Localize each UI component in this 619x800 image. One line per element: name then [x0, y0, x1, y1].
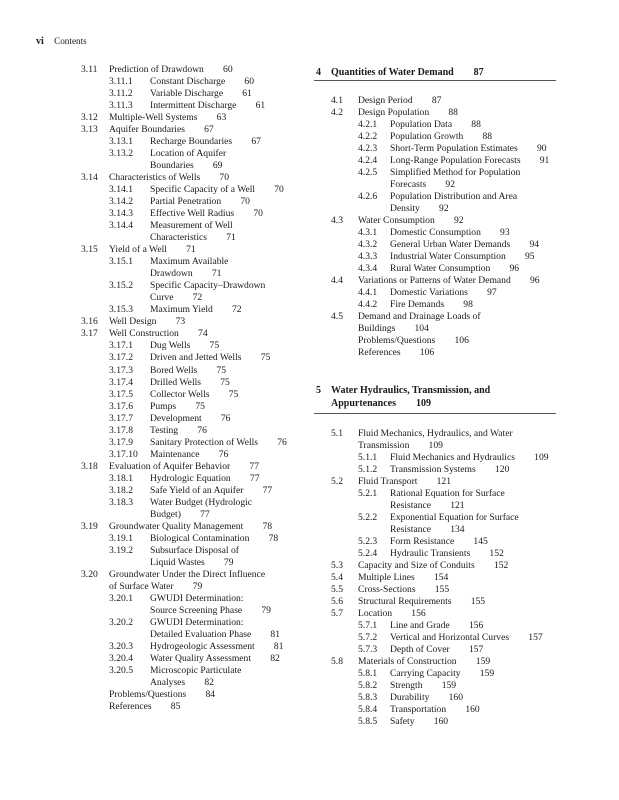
toc-entry-title: Population Growth 88 — [390, 131, 493, 143]
toc-entry-number: 3.17.2 — [109, 352, 133, 364]
toc-entry-number: 5.4 — [331, 572, 343, 584]
toc-entry-title: Industrial Water Consumption 95 — [390, 251, 535, 263]
toc-entry[interactable] — [358, 335, 469, 347]
toc-entry-title: Dug Wells 75 — [150, 340, 220, 352]
toc-entry-title: Location 156 — [358, 608, 426, 620]
toc-entry-number: 5.7.2 — [358, 632, 378, 644]
toc-entry[interactable] — [109, 88, 252, 100]
toc-entry[interactable] — [109, 616, 244, 629]
toc-entry[interactable] — [109, 701, 180, 713]
toc-entry[interactable] — [358, 191, 518, 203]
toc-entry-title: Transportation 160 — [390, 704, 480, 716]
toc-entry-number: 3.15 — [81, 244, 98, 256]
toc-entry-number: 3.20.4 — [109, 652, 133, 664]
toc-entry[interactable] — [358, 323, 429, 335]
toc-entry-number: 3.13 — [81, 124, 98, 136]
toc-entry-title: Source Screening Phase 79 — [150, 604, 271, 616]
toc-entry-number: 4.1 — [331, 95, 343, 106]
toc-entry[interactable] — [109, 100, 266, 112]
toc-entry-number: 3.18.2 — [109, 484, 133, 496]
toc-entry[interactable] — [358, 287, 497, 299]
toc-entry-title: Liquid Wastes 79 — [150, 556, 234, 568]
toc-entry-number: 3.14.1 — [109, 184, 133, 196]
toc-entry-title: Population Data 88 — [390, 119, 481, 131]
toc-entry-title: Hydrogeologic Assessment 81 — [150, 640, 284, 652]
toc-entry-title: Intermittent Discharge 61 — [150, 100, 266, 112]
toc-entry-title: Capacity and Size of Conduits 152 — [358, 560, 509, 572]
toc-entry[interactable] — [358, 155, 550, 167]
toc-entry[interactable] — [358, 632, 543, 644]
toc-entry-number: 5.5 — [331, 584, 343, 596]
toc-entry-title: Microscopic Particulate — [150, 665, 242, 676]
toc-entry-title: Carrying Capacity 159 — [390, 668, 495, 680]
toc-entry-number: 3.12 — [81, 112, 98, 124]
toc-entry-number: 3.17.1 — [109, 340, 133, 352]
toc-entry[interactable] — [81, 520, 273, 533]
toc-entry-title: Multiple-Well Systems 63 — [109, 112, 227, 124]
toc-entry[interactable] — [358, 464, 510, 476]
toc-entry-number: 4.2.2 — [358, 131, 378, 143]
toc-entry-title: Multiple Lines 154 — [358, 572, 449, 584]
toc-entry[interactable] — [109, 544, 239, 557]
toc-entry-number: 3.17.4 — [109, 376, 133, 388]
toc-entry[interactable] — [109, 364, 227, 377]
toc-entry-number: 5.1.2 — [358, 464, 378, 476]
toc-entry-title: Specific Capacity–Drawdown — [150, 280, 266, 292]
chapter-4-number: 4 — [316, 67, 321, 78]
toc-entry-title: Maximum Yield 72 — [150, 304, 242, 316]
toc-entry-number: 5.2 — [331, 476, 343, 488]
toc-entry[interactable] — [331, 275, 540, 287]
toc-entry[interactable] — [390, 500, 465, 512]
toc-entry-title: Sanitary Protection of Wells 76 — [150, 436, 287, 448]
toc-entry[interactable] — [331, 596, 486, 608]
toc-entry[interactable] — [109, 388, 239, 401]
toc-entry-title: of Surface Water 79 — [109, 580, 203, 592]
toc-entry-number: 5.8.3 — [358, 692, 378, 704]
toc-entry[interactable] — [109, 400, 205, 413]
running-header — [36, 36, 87, 47]
toc-entry[interactable] — [358, 548, 504, 560]
toc-entry-number: 5.2.3 — [358, 536, 378, 548]
toc-entry-number: 3.18.3 — [109, 496, 133, 508]
toc-entry[interactable] — [109, 208, 263, 220]
toc-entry-number: 4.2.3 — [358, 143, 378, 155]
toc-entry-number: 5.2.1 — [358, 488, 378, 500]
toc-entry[interactable] — [390, 179, 455, 191]
toc-entry-number: 3.11.1 — [109, 76, 133, 88]
chapter-5-rule — [314, 413, 556, 414]
toc-entry[interactable] — [81, 112, 227, 124]
toc-entry-title: Hydrologic Equation 77 — [150, 472, 260, 484]
toc-entry-title: General Urban Water Demands 94 — [390, 239, 540, 251]
toc-entry-number: 3.11.3 — [109, 100, 133, 112]
toc-entry[interactable] — [358, 512, 519, 524]
toc-entry[interactable] — [390, 203, 449, 215]
toc-entry-number: 3.20.3 — [109, 640, 133, 652]
toc-entry-number: 3.16 — [81, 316, 98, 328]
toc-entry[interactable] — [331, 428, 513, 440]
toc-entry[interactable] — [109, 581, 202, 593]
toc-entry-title: Fluid Transport 121 — [358, 476, 452, 488]
toc-entry-number: 4.2.4 — [358, 155, 378, 167]
toc-entry-title: Water Consumption 92 — [358, 215, 464, 227]
toc-entry[interactable] — [109, 424, 207, 437]
toc-entry-title: Problems/Questions 84 — [109, 689, 216, 701]
chapter-5-number: 5 — [316, 385, 321, 396]
toc-entry[interactable] — [109, 340, 220, 352]
toc-entry[interactable] — [109, 148, 227, 160]
toc-entry-number: 3.17.7 — [109, 412, 133, 424]
toc-entry-title: Prediction of Drawdown 60 — [109, 64, 233, 75]
chapter-5-title-line2: Appurtenances 109 — [331, 398, 432, 409]
toc-entry[interactable] — [81, 316, 186, 328]
toc-entry[interactable] — [109, 532, 279, 545]
toc-entry-title: Durability 160 — [390, 692, 464, 704]
toc-entry[interactable] — [331, 572, 449, 584]
toc-entry-title: Analyses 82 — [150, 677, 214, 689]
toc-entry-title: Density 92 — [390, 203, 449, 215]
toc-entry-number: 5.7.3 — [358, 644, 378, 656]
toc-entry-title: Boundaries 69 — [150, 160, 223, 172]
toc-entry[interactable] — [390, 524, 465, 536]
toc-entry-number: 3.17.6 — [109, 400, 133, 412]
toc-entry[interactable] — [109, 412, 231, 425]
toc-entry[interactable] — [358, 251, 535, 263]
toc-entry-title: Variations or Patterns of Water Demand 96 — [358, 275, 540, 287]
toc-entry-title: Maintenance 76 — [150, 448, 229, 460]
toc-entry-number: 5.8.4 — [358, 704, 378, 716]
toc-entry-title: Drawdown 71 — [150, 268, 222, 280]
toc-entry-number: 3.17.5 — [109, 388, 133, 400]
toc-entry[interactable] — [109, 304, 242, 316]
toc-entry-title: Long-Range Population Forecasts 91 — [390, 155, 550, 167]
toc-entry-number: 4.4.2 — [358, 299, 378, 311]
toc-entry[interactable] — [358, 536, 488, 548]
toc-entry-number: 4.3 — [331, 215, 343, 227]
toc-entry[interactable] — [358, 347, 434, 359]
toc-entry-number: 3.20.1 — [109, 592, 133, 604]
toc-entry[interactable] — [150, 509, 210, 521]
toc-entry-number: 4.2.5 — [358, 167, 378, 179]
toc-entry-number: 5.2.4 — [358, 548, 378, 560]
toc-entry[interactable] — [109, 484, 273, 497]
toc-entry-number: 4.2 — [331, 107, 343, 119]
toc-entry[interactable] — [358, 716, 449, 728]
toc-entry[interactable] — [150, 629, 280, 641]
toc-entry[interactable] — [358, 692, 464, 704]
toc-entry-title: Domestic Variations 97 — [390, 287, 497, 299]
toc-entry-title: Recharge Boundaries 67 — [150, 136, 261, 148]
toc-entry[interactable] — [331, 107, 458, 119]
toc-entry-number: 4.4.1 — [358, 287, 378, 299]
toc-entry[interactable] — [81, 244, 196, 256]
toc-entry-title: Vertical and Horizontal Curves 157 — [390, 632, 543, 644]
toc-entry-title: Rural Water Consumption 96 — [390, 263, 520, 275]
toc-entry-title: Well Design 73 — [109, 316, 186, 328]
toc-entry-number: 3.20 — [81, 568, 98, 580]
toc-entry-title: Fluid Mechanics and Hydraulics 109 — [390, 452, 549, 464]
toc-entry-number: 5.7 — [331, 608, 343, 620]
toc-entry[interactable] — [150, 292, 202, 304]
toc-entry-title: Transmission Systems 120 — [390, 464, 510, 476]
toc-entry-title: References 85 — [109, 701, 181, 713]
toc-entry-title: Evaluation of Aquifer Behavior 77 — [109, 460, 260, 472]
toc-entry[interactable] — [109, 352, 271, 364]
toc-entry-title: Driven and Jetted Wells 75 — [150, 352, 271, 364]
toc-entry-title: Materials of Construction 159 — [358, 656, 491, 668]
toc-entry-title: Partial Penetration 70 — [150, 196, 250, 208]
toc-entry-number: 4.3.3 — [358, 251, 378, 263]
toc-entry[interactable] — [150, 268, 221, 280]
toc-entry-number: 5.7.1 — [358, 620, 378, 632]
toc-entry-title: Buildings 104 — [358, 323, 429, 335]
toc-entry-title: Characteristics of Wells 70 — [109, 172, 230, 184]
toc-entry-title: Drilled Wells 75 — [150, 376, 230, 388]
toc-entry-title: Development 76 — [150, 412, 231, 424]
toc-entry-number: 3.14.4 — [109, 220, 133, 232]
toc-entry-number: 3.19.2 — [109, 544, 133, 556]
toc-entry-title: Collector Wells 75 — [150, 388, 239, 400]
toc-entry[interactable] — [331, 584, 450, 596]
toc-entry-title: Water Budget (Hydrologic — [150, 496, 253, 508]
toc-entry-number: 3.15.2 — [109, 280, 133, 292]
toc-entry-title: Characteristics 71 — [150, 232, 236, 244]
toc-entry[interactable] — [150, 677, 214, 689]
toc-entry-title: Biological Contamination 78 — [150, 532, 279, 544]
toc-entry-number: 3.18 — [81, 460, 98, 472]
toc-entry[interactable] — [358, 620, 484, 632]
toc-entry-title: References 106 — [358, 347, 435, 359]
toc-entry[interactable] — [150, 605, 271, 617]
toc-entry-number: 5.8.2 — [358, 680, 378, 692]
toc-entry-title: Fluid Mechanics, Hydraulics, and Water — [358, 428, 513, 439]
toc-entry-title: Effective Well Radius 70 — [150, 208, 263, 220]
toc-entry[interactable] — [358, 143, 547, 155]
toc-entry-title: Demand and Drainage Loads of — [358, 311, 481, 323]
toc-entry-title: Groundwater Under the Direct Influence — [109, 568, 266, 580]
toc-entry[interactable] — [109, 448, 229, 461]
toc-entry[interactable] — [358, 131, 493, 143]
toc-entry[interactable] — [358, 119, 481, 131]
chapter-5-heading[interactable] — [316, 385, 491, 397]
toc-entry-title: Design Period 87 — [358, 95, 442, 106]
toc-entry[interactable] — [109, 496, 253, 509]
toc-entry-number: 3.15.3 — [109, 304, 133, 316]
toc-entry-title: Variable Discharge 61 — [150, 88, 252, 100]
toc-entry-number: 3.11.2 — [109, 88, 133, 100]
toc-entry[interactable] — [81, 124, 214, 136]
toc-entry-number: 4.3.4 — [358, 263, 378, 275]
toc-entry-title: Subsurface Disposal of — [150, 544, 239, 556]
toc-entry[interactable] — [331, 311, 481, 323]
toc-entry-title: Constant Discharge 60 — [150, 76, 255, 88]
toc-entry[interactable] — [358, 263, 520, 275]
toc-entry-title: Cross-Sections 155 — [358, 584, 450, 596]
toc-entry-title: Resistance 134 — [390, 524, 465, 536]
toc-entry[interactable] — [81, 460, 260, 473]
toc-entry-title: Maximum Available — [150, 256, 229, 268]
toc-entry-number: 3.13.2 — [109, 148, 133, 160]
toc-entry[interactable] — [109, 184, 284, 196]
toc-entry[interactable] — [331, 476, 452, 488]
toc-entry[interactable] — [81, 328, 208, 340]
chapter-4-rule — [314, 80, 556, 81]
toc-entry[interactable] — [109, 376, 230, 389]
toc-entry[interactable] — [331, 560, 509, 572]
toc-entry-title: Detailed Evaluation Phase 81 — [150, 628, 281, 640]
page-number: vi — [36, 36, 44, 47]
toc-entry-number: 3.15.1 — [109, 256, 133, 268]
toc-entry-title: Budget) 77 — [150, 508, 210, 520]
toc-entry-number: 4.3.1 — [358, 227, 378, 239]
toc-entry-title: GWUDI Determination: — [150, 616, 244, 628]
toc-entry[interactable] — [150, 557, 234, 569]
toc-entry-title: Design Population 88 — [358, 107, 458, 119]
toc-entry-number: 5.2.2 — [358, 512, 378, 524]
toc-entry-number: 3.17.9 — [109, 436, 133, 448]
toc-entry[interactable] — [109, 472, 260, 485]
toc-entry-number: 4.4 — [331, 275, 343, 287]
toc-entry-title: Safe Yield of an Aquifer 77 — [150, 484, 273, 496]
toc-entry-title: Transmission 109 — [358, 440, 443, 452]
toc-entry[interactable] — [109, 689, 215, 701]
toc-entry[interactable] — [331, 608, 426, 620]
toc-entry[interactable] — [358, 488, 505, 500]
toc-entry-title: Short-Term Population Estimates 90 — [390, 143, 547, 155]
toc-entry-title: Location of Aquifer — [150, 148, 227, 160]
toc-entry-title: Strength 159 — [390, 680, 457, 692]
toc-entry-title: Fire Demands 98 — [390, 299, 473, 311]
toc-entry-title: Resistance 121 — [390, 500, 465, 512]
toc-entry-number: 3.19 — [81, 520, 98, 532]
toc-entry-number: 5.1 — [331, 428, 343, 439]
toc-entry-title: Measurement of Well — [150, 220, 233, 232]
chapter-4-title: Quantities of Water Demand 87 — [331, 67, 484, 78]
toc-entry-title: Simplified Method for Population — [390, 167, 521, 179]
toc-entry-number: 5.1.1 — [358, 452, 378, 464]
toc-entry-number: 3.14.3 — [109, 208, 133, 220]
toc-entry[interactable] — [358, 644, 484, 656]
toc-entry[interactable] — [358, 680, 457, 692]
toc-entry-number: 3.17.3 — [109, 364, 133, 376]
toc-entry[interactable] — [358, 440, 443, 452]
toc-entry-title: Bored Wells 75 — [150, 364, 227, 376]
toc-entry-number: 3.14 — [81, 172, 98, 184]
toc-entry-number: 3.13.1 — [109, 136, 133, 148]
toc-entry-title: Form Resistance 145 — [390, 536, 488, 548]
toc-entry[interactable] — [358, 239, 540, 251]
chapter-4-heading[interactable] — [316, 67, 484, 79]
toc-entry-number: 3.14.2 — [109, 196, 133, 208]
toc-entry-title: Rational Equation for Surface — [390, 488, 505, 500]
toc-entry-number: 5.8.5 — [358, 716, 378, 728]
toc-entry-title: Depth of Cover 157 — [390, 644, 484, 656]
toc-entry-title: GWUDI Determination: — [150, 592, 244, 604]
toc-entry-title: Exponential Equation for Surface — [390, 512, 519, 524]
toc-entry-number: 4.2.6 — [358, 191, 378, 203]
toc-entry-number: 3.19.1 — [109, 532, 133, 544]
toc-entry-title: Structural Requirements 155 — [358, 596, 486, 608]
toc-entry-title: Line and Grade 156 — [390, 620, 484, 632]
toc-entry-number: 3.17.8 — [109, 424, 133, 436]
toc-entry-number: 3.20.2 — [109, 616, 133, 628]
toc-entry-number: 5.8.1 — [358, 668, 378, 680]
toc-entry-number: 3.17.10 — [109, 448, 138, 460]
toc-entry[interactable] — [109, 76, 255, 88]
toc-entry[interactable] — [358, 668, 495, 680]
toc-entry[interactable] — [109, 640, 284, 653]
toc-entry-title: Population Distribution and Area — [390, 191, 518, 203]
toc-entry[interactable] — [109, 592, 244, 605]
toc-entry-title: Forecasts 92 — [390, 179, 456, 191]
toc-entry[interactable] — [109, 652, 280, 665]
toc-entry[interactable] — [109, 665, 242, 677]
toc-entry-number: 5.6 — [331, 596, 343, 608]
toc-entry-number: 3.17 — [81, 328, 98, 340]
toc-entry-title: Aquifer Boundaries 67 — [109, 124, 214, 136]
toc-entry-number: 4.3.2 — [358, 239, 378, 251]
toc-entry-title: Yield of a Well 71 — [109, 244, 196, 256]
toc-entry[interactable] — [358, 299, 473, 311]
toc-entry[interactable] — [150, 160, 222, 172]
toc-entry-title: Groundwater Quality Management 78 — [109, 520, 273, 532]
toc-entry-title: Domestic Consumption 93 — [390, 227, 510, 239]
toc-entry-number: 5.3 — [331, 560, 343, 572]
toc-entry[interactable] — [81, 64, 233, 76]
toc-entry-title: Curve 72 — [150, 292, 203, 304]
toc-entry[interactable] — [109, 196, 250, 208]
toc-entry-title: Hydraulic Transients 152 — [390, 548, 504, 560]
toc-entry[interactable] — [331, 95, 442, 107]
toc-entry[interactable] — [109, 220, 233, 232]
toc-entry[interactable] — [358, 704, 480, 716]
toc-entry-title: Problems/Questions 106 — [358, 335, 469, 347]
toc-entry[interactable] — [150, 232, 236, 244]
toc-entry[interactable] — [109, 436, 287, 449]
toc-entry[interactable] — [81, 172, 230, 184]
toc-entry-number: 3.11 — [81, 64, 98, 75]
toc-entry-title: Safety 160 — [390, 716, 449, 728]
chapter-5-title: Water Hydraulics, Transmission, and — [331, 385, 491, 396]
toc-entry[interactable] — [109, 136, 261, 148]
toc-entry-title: Specific Capacity of a Well 70 — [150, 184, 284, 196]
toc-entry[interactable] — [358, 167, 521, 179]
header-title: Contents — [54, 36, 87, 46]
toc-entry[interactable] — [358, 452, 549, 464]
toc-entry-title: Well Construction 74 — [109, 328, 208, 340]
toc-entry-title: Pumps 75 — [150, 400, 205, 412]
toc-entry-number: 4.5 — [331, 311, 343, 323]
toc-entry-title: Water Quality Assessment 82 — [150, 652, 280, 664]
toc-entry-title: Testing 76 — [150, 424, 207, 436]
toc-entry-number: 3.18.1 — [109, 472, 133, 484]
toc-entry[interactable] — [331, 656, 491, 668]
toc-entry[interactable] — [358, 227, 510, 239]
toc-entry-number: 5.8 — [331, 656, 343, 668]
toc-entry[interactable] — [331, 215, 464, 227]
toc-entry[interactable] — [81, 568, 266, 581]
toc-entry[interactable] — [109, 256, 229, 268]
toc-entry-number: 3.20.5 — [109, 665, 133, 676]
toc-entry[interactable] — [109, 280, 266, 292]
toc-entry-number: 4.2.1 — [358, 119, 378, 131]
